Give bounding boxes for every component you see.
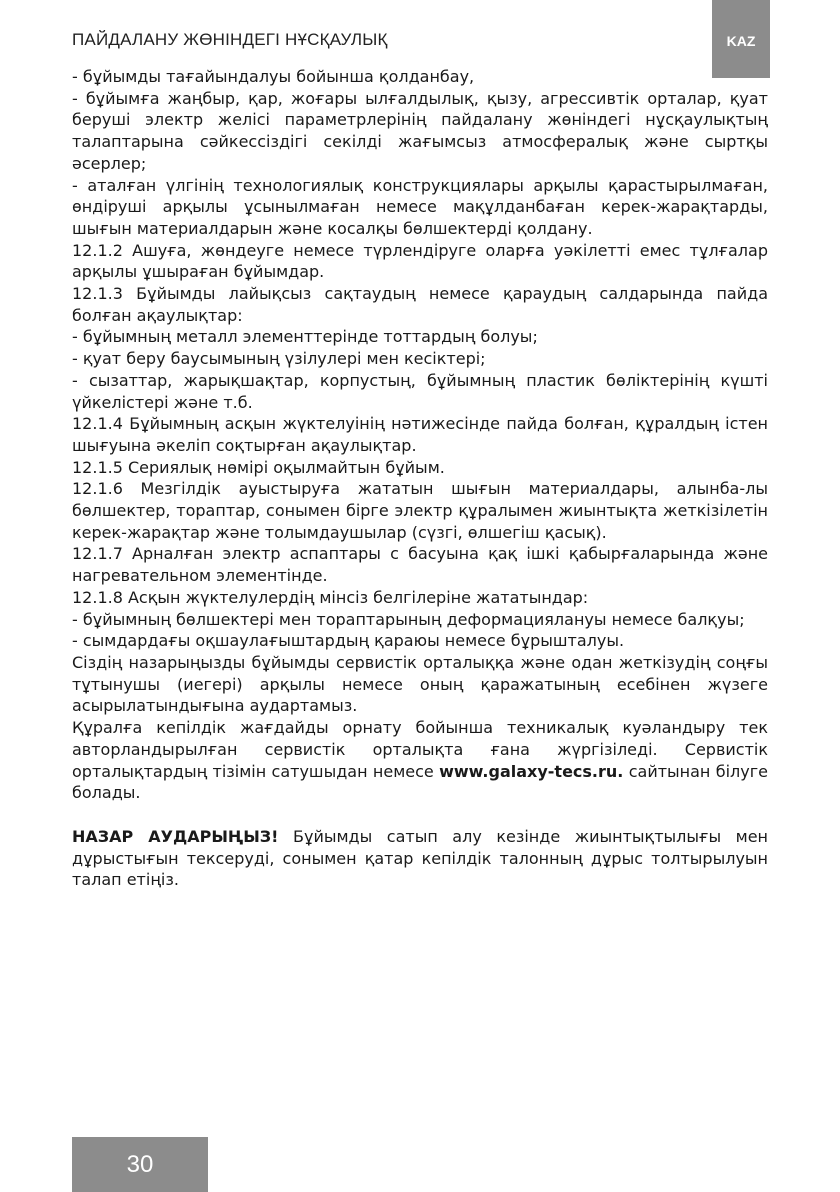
attention-paragraph (72, 826, 768, 891)
website-link[interactable]: www.galaxy-tecs.ru. (439, 761, 624, 781)
service-text: Құралға кепілдік жағдайды орнату бойынша техникалық куәландыру тек авторландырылған сервистік орталықта ғана жүргізіледі. Сервистік орталықтардың тізімін сатушыдан немесе (72, 718, 768, 781)
paragraph: 12.1.5 Сериялық нөмірі оқылмайтын бұйым. (72, 457, 445, 477)
attention-text: Бұйымды сатып алу кезінде жиынтықтылығы мен дұрыстығын тексеруді, сонымен қатар кепілдік талонның дұрыс толтырылуын талап етіңіз. (72, 826, 769, 890)
paragraph: - бұйымның металл элементтерінде тоттардың болуы; (72, 327, 538, 347)
language-badge: KAZ (712, 0, 770, 78)
paragraph: 12.1.6 Мезгілдік ауыстыруға жататын шығын материалдары, алынба-лы бөлшектер, тораптар, сонымен бірге электр құралымен жиынтықта жеткізілетін керек-жарақтар және толымдаушылар (сүзгі, өлшегіш қасық). (72, 479, 768, 542)
service-paragraph (72, 717, 768, 804)
paragraph: - бұйымға жаңбыр, қар, жоғары ылғалдылық, қызу, агрессивтік орталар, қуат беруші электр желісі параметрлерінің пайдалану жөніндегі нұсқаулықтың талаптарына сәйкессіздігі секілді жағымсыз атмосфералық және сыртқы әсерлер; (72, 88, 768, 173)
document-body (72, 66, 768, 891)
paragraph: - сызаттар, жарықшақтар, корпустың, бұйымның пластик бөліктерінің күшті үйкелістері және т.б. (72, 370, 768, 412)
service-text-end: сайтынан білуге болады. (72, 761, 768, 803)
paragraph: - қуат беру баусымының үзілулері мен кесіктері; (72, 349, 486, 369)
paragraph: 12.1.7 Арналған электр аспаптары с басуына қақ ішкі қабырғаларында және нагревательном элементінде. (72, 544, 768, 586)
paragraph: 12.1.8 Асқын жүктелулердің мінсіз белгілеріне жататындар: (72, 587, 589, 607)
paragraph: - сымдардағы оқшаулағыштардың қараюы немесе бұрышталуы. (72, 631, 625, 651)
paragraph: Сіздің назарыңызды бұйымды сервистік орталыққа және одан жеткізудің соңғы тұтынушы (иегері) арқылы немесе оның қаражатының есебінен жүзеге асырылатындығына аудартамыз. (72, 652, 768, 716)
paragraph: 12.1.2 Ашуға, жөндеуге немесе түрлендіруге оларға уәкілетті емес тұлғалар арқылы ұшыраған бұйымдар. (72, 240, 768, 282)
paragraph: - аталған үлгінің технологиялық конструкциялары арқылы қарастырылмаған, өндіруші арқылы ұсынылмаған немесе мақұлданбаған керек-жарақтарды, шығын материалдарын және косалқы бөлшектерді қолдану. (72, 175, 768, 238)
paragraph: - бұйымның бөлшектері мен тораптарының деформациялануы немесе балқуы; (72, 609, 745, 629)
paragraph: 12.1.3 Бұйымды лайықсыз сақтаудың немесе қараудың салдарында пайда болған ақаулықтар: (72, 284, 768, 325)
page-header-title: ПАЙДАЛАНУ ЖӨНІНДЕГІ НҰСҚАУЛЫҚ (72, 30, 388, 49)
page-number: 30 (72, 1137, 208, 1192)
paragraph: 12.1.4 Бұйымның асқын жүктелуінің нәтижесінде пайда болған, құралдың істен шығуына әкеліп соқтырған ақаулықтар. (72, 414, 768, 455)
paragraph: - бұйымды тағайындалуы бойынша қолданбау, (72, 67, 475, 86)
attention-label: НАЗАР АУДАРЫҢЫЗ! (72, 826, 279, 846)
spacer (72, 804, 768, 826)
